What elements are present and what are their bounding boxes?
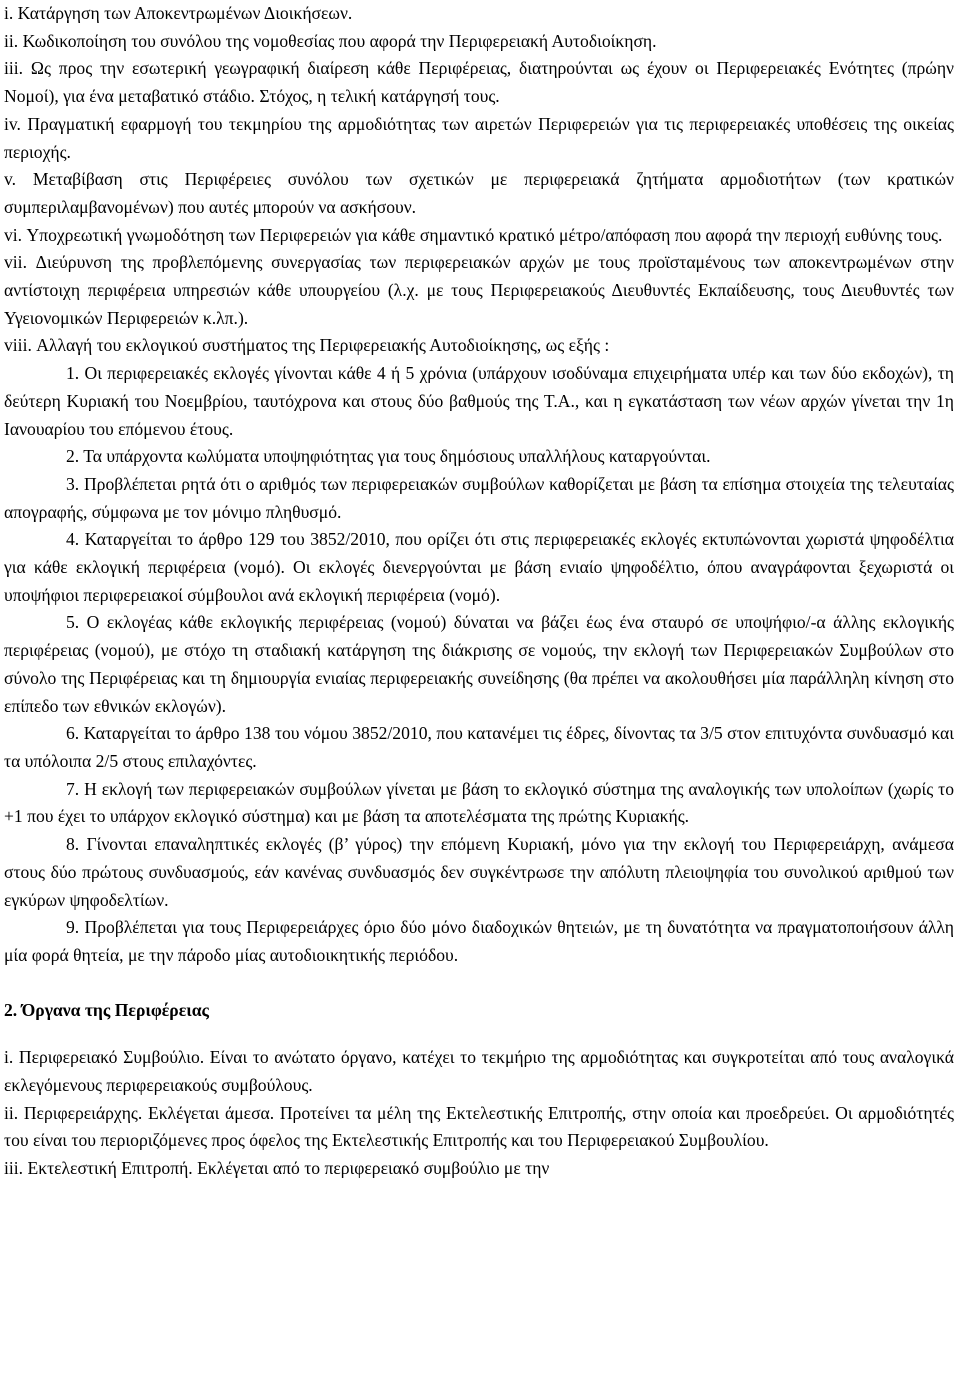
numbered-item: 7. Η εκλογή των περιφερειακών συμβούλων γίνεται με βάση το εκλογικό σύστημα της αναλογικής των υπολοίπων (χωρίς το +1 που έχει το υπάρχον εκλογικό σύστημα) και με βάση τα αποτελέσματα της πρώτης Κυριακής. (4, 778, 954, 827)
list-item: iv. Πραγματική εφαρμογή του τεκμηρίου της αρμοδιότητας των αιρετών Περιφερειών για τις περιφερειακές υποθέσεις της οικείας περιοχής. (4, 113, 954, 162)
list-item: ii. Κωδικοποίηση του συνόλου της νομοθεσίας που αφορά την Περιφερειακή Αυτοδιοίκηση. (4, 30, 657, 51)
list-item: vi. Υποχρεωτική γνωμοδότηση των Περιφερειών για κάθε σημαντικό κρατικό μέτρο/απόφαση που αφορά την περιοχή ευθύνης τους. (4, 224, 943, 245)
list-item: i. Περιφερειακό Συμβούλιο. Είναι το ανώτατο όργανο, κατέχει το τεκμήριο της αρμοδιότητας και συγκροτείται από τους αναλογικά εκλεγόμενους περιφερειακούς συμβούλους. (4, 1047, 954, 1096)
numbered-item: 8. Γίνονται επαναληπτικές εκλογές (β’ γύρος) την επόμενη Κυριακή, μόνο για την εκλογή του Περιφερειάρχη, ανάμεσα στους δύο πρώτους συνδυασμούς, εάν κανένας συνδυασμός δεν συγκέντρωσε την απόλυτη πλειοψηφία του συνολικού αριθμού των εγκύρων ψηφοδελτίων. (4, 834, 954, 910)
numbered-item: 9. Προβλέπεται για τους Περιφερειάρχες όριο δύο μόνο διαδοχικών θητειών, με τη δυνατότητα να πραγματοποιήσουν άλλη μία φορά θητεία, με την πάροδο μίας αυτοδιοικητικής περιόδου. (4, 917, 954, 965)
spacer (4, 1024, 954, 1044)
numbered-item: 6. Καταργείται το άρθρο 138 του νόμου 3852/2010, που κατανέμει τις έδρες, δίνοντας τα 3/5 στον επιτυχόντα συνδυασμό και τα υπόλοιπα 2/5 στους επιλαχόντες. (4, 723, 954, 771)
section-heading: 2. Όργανα της Περιφέρειας (4, 999, 209, 1020)
list-item: v. Μεταβίβαση στις Περιφέρειες συνόλου των σχετικών με περιφερειακά ζητήματα αρμοδιοτήτων (των κρατικών συμπεριλαμβανομένων) που αυτές μπορούν να ασκήσουν. (4, 169, 954, 217)
numbered-item: 4. Καταργείται το άρθρο 129 του 3852/2010, που ορίζει ότι στις περιφερειακές εκλογές εκτυπώνονται χωριστά ψηφοδέλτια για κάθε εκλογική περιφέρεια (νομό). Οι εκλογές διενεργούνται με βάση ενιαίο ψηφοδέλτιο, όπου αναγράφονται ξεχωριστά οι υποψήφιοι περιφερειακοί σύμβουλοι ανά εκλογική περιφέρεια (νομό). (4, 529, 954, 605)
list-item: vii. Διεύρυνση της προβλεπόμενης συνεργασίας των περιφερειακών αρχών με τους προϊσταμένους των αποκεντρωμένων στην αντίστοιχη περιφέρεια υπηρεσιών κάθε υπουργείου (λ.χ. με τους Περιφερειακούς Διευθυντές Εκπαίδευσης, τους Διευθυντές των Υγειονομικών Περιφερειών κ.λπ.). (4, 252, 954, 328)
numbered-item: 1. Οι περιφερειακές εκλογές γίνονται κάθε 4 ή 5 χρόνια (υπάρχουν ισοδύναμα επιχειρήματα υπέρ και των δύο εκδοχών), τη δεύτερη Κυριακή του Νοεμβρίου, ταυτόχρονα και στους δύο βαθμούς της Τ.Α., και η εγκατάσταση των νέων αρχών γίνεται την 1η Ιανουαρίου του επόμενου έτους. (4, 363, 954, 439)
numbered-item: 2. Τα υπάρχοντα κωλύματα υποψηφιότητας για τους δημόσιους υπαλλήλους καταργούνται. (66, 446, 711, 467)
list-item: i. Κατάργηση των Αποκεντρωμένων Διοικήσεων. (4, 3, 353, 23)
spacer (4, 970, 954, 997)
numbered-item: 5. Ο εκλογέας κάθε εκλογικής περιφέρειας (νομού) δύναται να βάζει έως ένα σταυρό σε υποψήφιο/-α άλλης εκλογικής περιφέρειας (νομού), με στόχο τη σταδιακή κατάργηση της διάκρισης σε νομούς, την εκλογή των Περιφερειακών Συμβούλων στο σύνολο της Περιφέρειας και τη δημιουργία ενιαίας περιφερειακής συνείδησης (θα πρέπει να ακολουθήσει μία παράλληλη κίνηση στο επίπεδο των εθνικών εκλογών). (4, 612, 954, 716)
list-item: iii. Εκτελεστική Επιτροπή. Εκλέγεται από το περιφερειακό συμβούλιο με την (4, 1158, 550, 1179)
numbered-item: 3. Προβλέπεται ρητά ότι ο αριθμός των περιφερειακών συμβούλων καθορίζεται με βάση τα επίσημα στοιχεία της τελευταίας απογραφής, σύμφωνα με τον μόνιμο πληθυσμό. (4, 473, 954, 522)
list-item: ii. Περιφερειάρχης. Εκλέγεται άμεσα. Προτείνει τα μέλη της Εκτελεστικής Επιτροπής, στην οποία και προεδρεύει. Οι αρμοδιότητές του είναι του περιοριζόμενες προς όφελος της Εκτελεστικής Επιτροπής και του Περιφερειακού Συμβουλίου. (4, 1102, 954, 1151)
list-item: viii. Αλλαγή του εκλογικού συστήματος της Περιφερειακής Αυτοδιοίκησης, ως εξής : (4, 335, 610, 356)
list-item: iii. Ως προς την εσωτερική γεωγραφική διαίρεση κάθε Περιφέρειας, διατηρούνται ως έχουν οι Περιφερειακές Ενότητες (πρώην Νομοί), για ένα μεταβατικό στάδιο. Στόχος, η τελική κατάργησή τους. (4, 58, 954, 107)
